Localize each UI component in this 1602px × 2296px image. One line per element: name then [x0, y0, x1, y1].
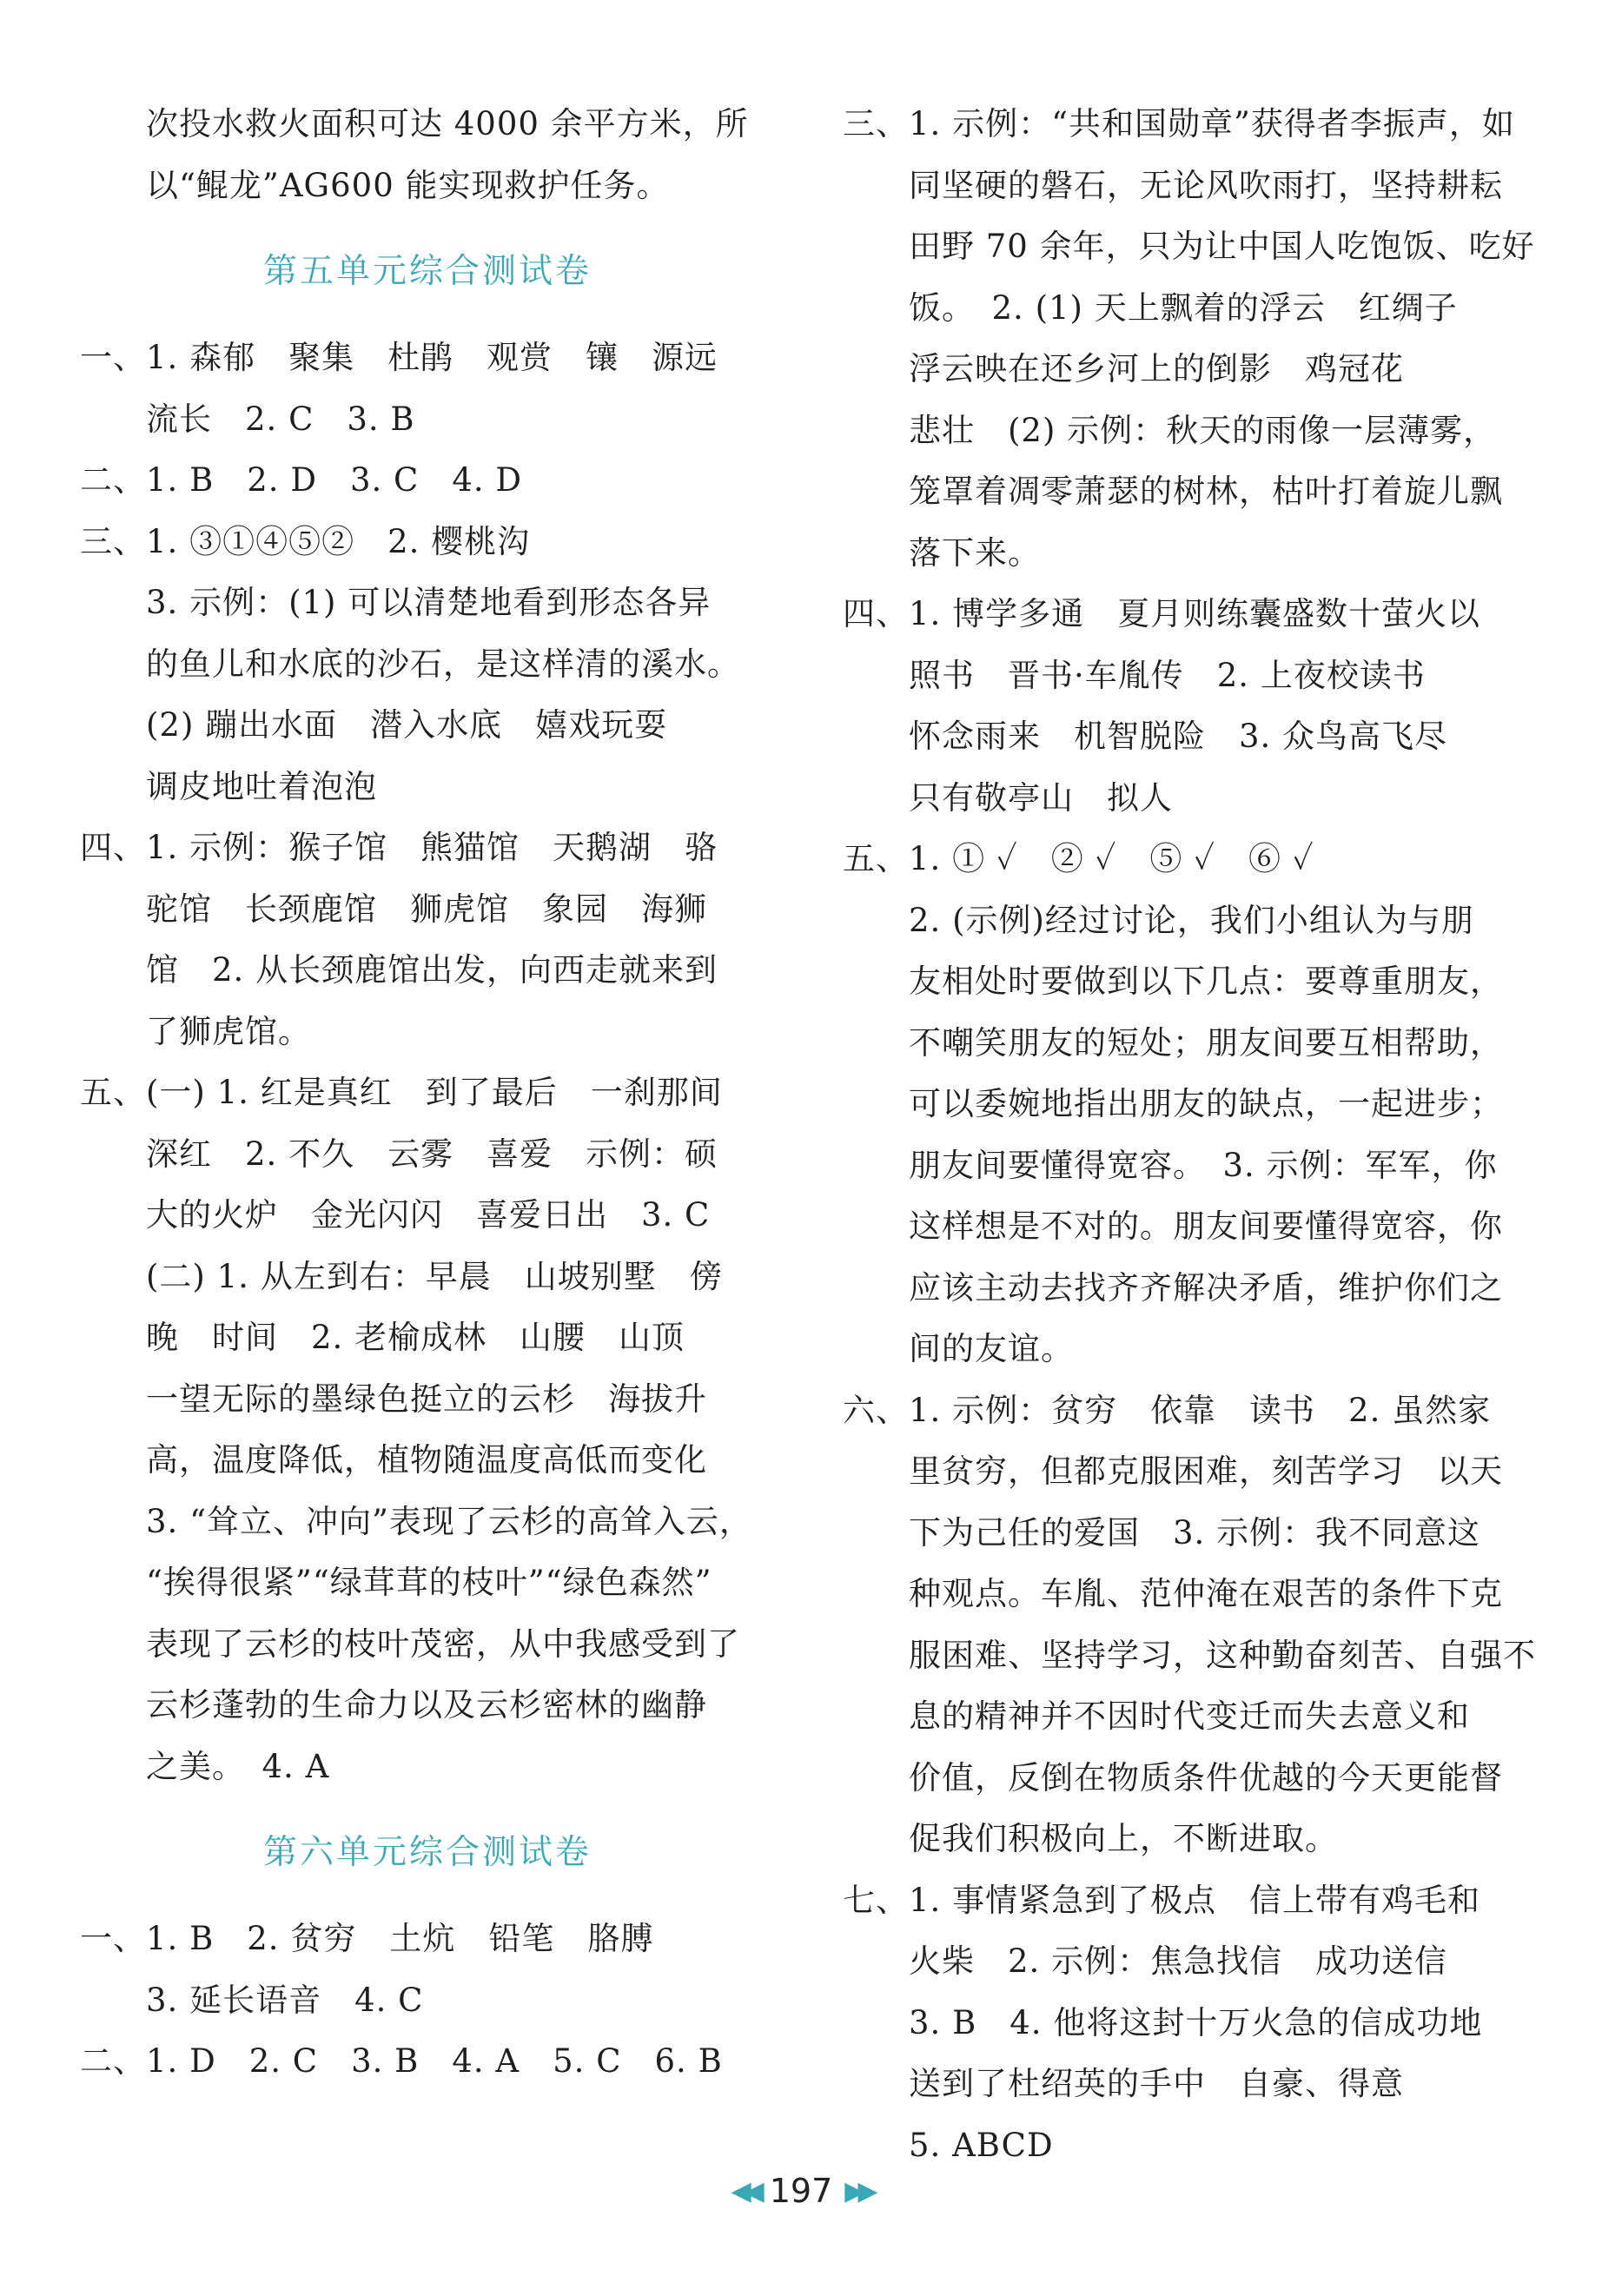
answer-line: 3. 示例：(1) 可以清楚地看到形态各异: [146, 584, 712, 621]
answer-line: 友相处时要做到以下几点：要尊重朋友，: [909, 963, 1503, 1000]
answer-line: 七、1. 事情紧急到了极点 信上带有鸡毛和: [843, 1881, 1481, 1919]
answer-line: 朋友间要懂得宽容。 3. 示例：军军，你: [909, 1146, 1498, 1184]
answer-line: 价值，反倒在物质条件优越的今天更能督: [909, 1758, 1503, 1796]
answer-line: 驼馆 长颈鹿馆 狮虎馆 象园 海狮: [146, 890, 707, 928]
answer-line: 送到了杜绍英的手中 自豪、得意: [909, 2065, 1404, 2102]
answer-line: 火柴 2. 示例：焦急找信 成功送信: [909, 1942, 1448, 1980]
answer-line: 高，温度降低，植物随温度高低而变化: [146, 1441, 707, 1479]
answer-line: 同坚硬的磐石，无论风吹雨打，坚持耕耘: [909, 166, 1503, 204]
answer-line: 落下来。: [909, 533, 1041, 572]
answer-line: 服困难、坚持学习，这种勤奋刻苦、自强不: [909, 1636, 1536, 1674]
answer-line: 只有敬亭山 拟人: [909, 778, 1173, 817]
answer-line: 一、1. B 2. 贫穷 土炕 铅笔 胳膊: [80, 1920, 654, 1957]
answer-line: 促我们积极向上，不断进取。: [909, 1820, 1338, 1857]
answer-line: 这样想是不对的。朋友间要懂得宽容，你: [909, 1208, 1503, 1245]
answer-line: 三、1. 示例：“共和国勋章”获得者李振声，如: [843, 105, 1515, 142]
answer-line: 可以委婉地指出朋友的缺点，一起进步；: [909, 1085, 1503, 1122]
answer-line: 流长 2. C 3. B: [146, 400, 415, 438]
answer-line: 次投水救火面积可达 4000 余平方米，所: [146, 105, 749, 142]
answer-line: 调皮地吐着泡泡: [146, 767, 377, 805]
answer-line: “挨得很紧”“绿茸茸的枝叶”“绿色森然”: [146, 1564, 712, 1601]
answer-line: 云杉蓬勃的生命力以及云杉密林的幽静: [146, 1686, 707, 1724]
answer-line: 大的火炉 金光闪闪 喜爱日出 3. C: [146, 1196, 711, 1234]
answer-line: 一望无际的墨绿色挺立的云杉 海拔升: [146, 1380, 707, 1418]
answer-line: 晚 时间 2. 老榆成林 山腰 山顶: [146, 1319, 685, 1356]
answer-line: 2. (示例)经过讨论，我们小组认为与朋: [909, 901, 1474, 939]
answer-line: 以“鲲龙”AG600 能实现救护任务。: [146, 166, 670, 204]
answer-line: (2) 蹦出水面 潜入水底 嬉戏玩耍: [146, 706, 668, 744]
answer-line: 二、1. D 2. C 3. B 4. A 5. C 6. B: [80, 2042, 723, 2080]
double-right-arrow-icon: ▶▶: [844, 2175, 871, 2207]
answer-line: 不嘲笑朋友的短处；朋友间要互相帮助，: [909, 1023, 1503, 1062]
answer-line: 浮云映在还乡河上的倒影 鸡冠花: [909, 350, 1404, 387]
answer-line: 深红 2. 不久 云雾 喜爱 示例：硕: [146, 1135, 718, 1173]
page-number: 197: [769, 2172, 833, 2210]
answer-line: 表现了云杉的枝叶茂密，从中我感受到了: [146, 1624, 740, 1663]
answer-line: 的鱼儿和水底的沙石，是这样清的溪水。: [146, 645, 740, 683]
answer-line: 四、1. 博学多通 夏月则练囊盛数十萤火以: [843, 595, 1481, 632]
answer-line: 笼罩着凋零萧瑟的树林，枯叶打着旋儿飘: [909, 473, 1503, 510]
answer-line: 四、1. 示例：猴子馆 熊猫馆 天鹅湖 骆: [80, 829, 718, 866]
section-title: 第五单元综合测试卷: [262, 252, 592, 291]
answer-line: 五、1. ① ✓ ② ✓ ⑤ ✓ ⑥ ✓: [843, 840, 1314, 877]
answer-line: 里贫穷，但都克服困难，刻苦学习 以天: [909, 1452, 1503, 1490]
answer-line: 了狮虎馆。: [146, 1012, 311, 1050]
right-column: [843, 94, 1538, 2176]
answer-line: 3. B 4. 他将这封十万火急的信成功地: [909, 2003, 1483, 2041]
answer-line: 照书 晋书·车胤传 2. 上夜校读书: [909, 656, 1426, 694]
answer-line: 悲壮 (2) 示例：秋天的雨像一层薄雾，: [909, 411, 1497, 449]
answer-line: 5. ABCD: [909, 2126, 1054, 2164]
answer-line: (二) 1. 从左到右：早晨 山坡别墅 傍: [146, 1257, 723, 1295]
answer-line: 馆 2. 从长颈鹿馆出发，向西走就来到: [146, 951, 718, 989]
answer-line: 六、1. 示例：贫穷 依靠 读书 2. 虽然家: [843, 1391, 1492, 1429]
answer-line: 怀念雨来 机智脱险 3. 众鸟高飞尽: [909, 718, 1448, 755]
answer-line: 三、1. ③①④⑤② 2. 樱桃沟: [80, 522, 531, 560]
answer-line: 之美。 4. A: [146, 1747, 330, 1785]
answer-line: 3. 延长语音 4. C: [146, 1981, 424, 2019]
answer-line: 应该主动去找齐齐解决矛盾，维护你们之: [909, 1268, 1503, 1307]
answer-line: 间的友谊。: [909, 1330, 1074, 1367]
page-footer: [0, 2172, 1602, 2210]
answer-line: 二、1. B 2. D 3. C 4. D: [80, 461, 523, 499]
answer-line: 田野 70 余年，只为让中国人吃饱饭、吃好: [909, 228, 1535, 265]
section-title: 第六单元综合测试卷: [262, 1833, 592, 1872]
double-left-arrow-icon: ◀◀: [731, 2175, 758, 2207]
answer-line: 下为己任的爱国 3. 示例：我不同意这: [909, 1513, 1481, 1552]
left-column: [80, 94, 775, 2093]
answer-line: 种观点。车胤、范仲淹在艰苦的条件下克: [909, 1575, 1503, 1612]
answer-line: 息的精神并不因时代变迁而失去意义和: [909, 1697, 1470, 1735]
answer-line: 一、1. 森郁 聚集 杜鹃 观赏 镶 源远: [80, 339, 718, 376]
answer-line: 3. “耸立、冲向”表现了云杉的高耸入云，: [146, 1502, 752, 1540]
answer-line: 五、(一) 1. 红是真红 到了最后 一刹那间: [80, 1074, 723, 1111]
answer-line: 饭。 2. (1) 天上飘着的浮云 红绸子: [909, 288, 1458, 327]
